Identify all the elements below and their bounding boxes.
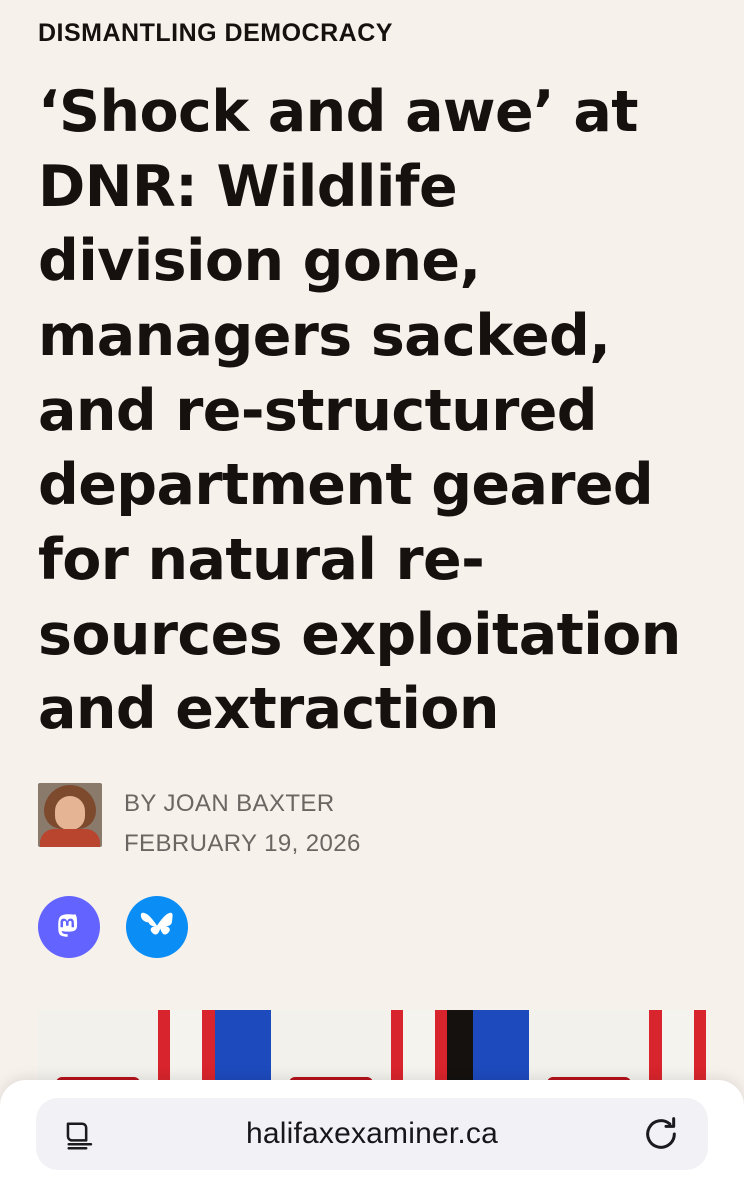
reader-view-glyph — [64, 1118, 102, 1150]
byline-text — [124, 783, 361, 862]
page-title: ‘Shock and awe’ at DNR: Wildlife division gone, managers sacked, and re-structured department geared for natural re-sources exploitation and extraction — [38, 79, 681, 743]
share-buttons — [38, 896, 706, 958]
avatar-body — [40, 829, 100, 847]
reader-view-icon[interactable] — [62, 1113, 104, 1155]
share-bluesky-button[interactable] — [126, 896, 188, 958]
avatar-face — [55, 796, 85, 830]
browser-bottom-bar — [0, 1080, 744, 1188]
reload-button[interactable] — [640, 1113, 682, 1155]
reload-icon — [641, 1114, 681, 1154]
mastodon-icon — [52, 910, 86, 944]
url-text[interactable]: halifaxexaminer.ca — [245, 1117, 499, 1150]
byline — [38, 783, 706, 862]
byline-author[interactable]: BY JOAN BAXTER — [124, 789, 335, 817]
address-bar[interactable] — [36, 1098, 708, 1170]
share-mastodon-button[interactable] — [38, 896, 100, 958]
byline-date: FEBRUARY 19, 2026 — [124, 829, 361, 857]
article-kicker[interactable]: DISMANTLING DEMOCRACY — [38, 19, 393, 47]
avatar — [38, 783, 102, 847]
top-spacer — [38, 0, 706, 10]
bluesky-butterfly-icon — [140, 912, 174, 942]
